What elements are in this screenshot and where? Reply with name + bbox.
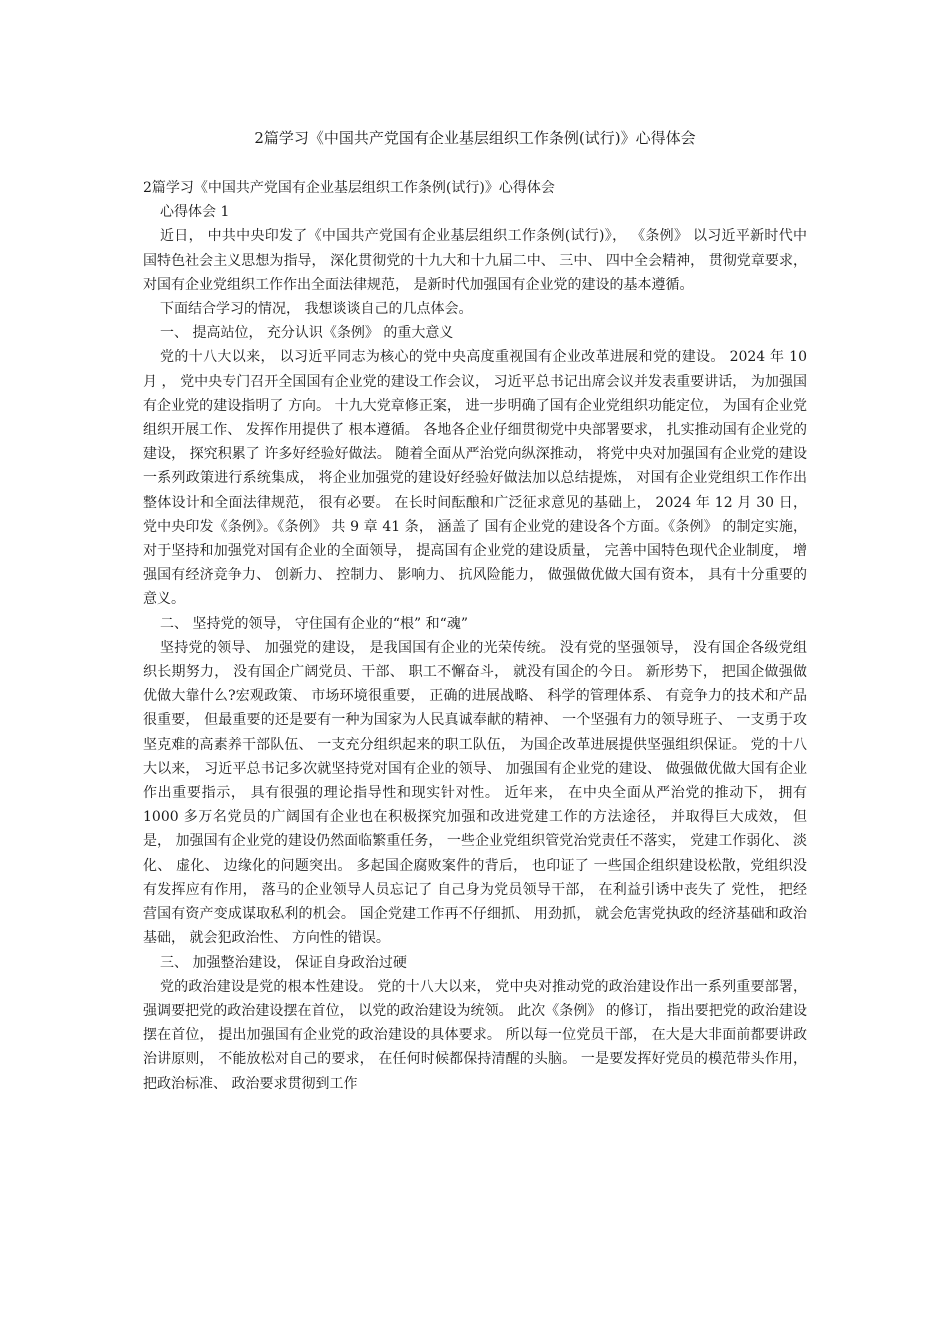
- section-label: 心得体会 1: [160, 204, 230, 221]
- section-heading: 一、 提高站位， 充分认识《条例》 的重大意义: [160, 325, 454, 342]
- document-body: [143, 176, 807, 1096]
- paragraph: 近日， 中共中央印发了《中国共产党国有企业基层组织工作条例(试行)》， 《条例》 以习近平新时代中国特色社会主义思想为指导， 深化贯彻党的十九大和十九届二中、 三中、 四中全会精神， 贯彻党章要求， 对国有企业党组织工作作出全面法律规范， 是新时代加强国有企业党的建设的基本遵循。: [143, 228, 807, 293]
- paragraph: 下面结合学习的情况， 我想谈谈自己的几点体会。: [160, 301, 473, 318]
- paragraph: 党的政治建设是党的根本性建设。 党的十八大以来， 党中央对推动党的政治建设作出一系列重要部署， 强调要把党的政治建设摆在首位， 以党的政治建设为统领。 此次《条例》 的修订， 指出要把党的政治建设摆在首位， 提出加强国有企业党的政治建设的具体要求。 所以每一位党员干部， 在大是大非面前都要讲政治讲原则， 不能放松对自己的要求， 在任何时候都保持清醒的头脑。 一是要发挥好党员的模范带头作用， 把政治标准、 政治要求贯彻到工作: [143, 978, 807, 1092]
- document-subtitle: 2篇学习《中国共产党国有企业基层组织工作条例(试行)》心得体会: [143, 180, 555, 196]
- section-heading: 二、 坚持党的领导， 守住国有企业的“根” 和“魂”: [160, 615, 468, 632]
- paragraph: 党的十八大以来， 以习近平同志为核心的党中央高度重视国有企业改革进展和党的建设。 2024 年 10 月 ， 党中央专门召开全国国有企业党的建设工作会议， 习近平总书记出席会议并发表重要讲话， 为加强国有企业党的建设指明了 方向。 十九大党章修正案， 进一步明确了国有企业党组织功能定位， 为国有企业党组织开展工作、 发挥作用提供了 根本遵循。 各地各企业仔细贯彻党中央部署要求， 扎实推动国有企业党的建设， 探究积累了 许多好经验好做法。 随着全面从严治党向纵深推动， 将党中央对加强国有企业党的建设一系列政策进行系统集成， 将企业加强党的建设好经验好做法加以总结提炼， 对国有企业党组织工作作出整体设计和全面法律规范， 很有必要。 在长时间酝酿和广泛征求意见的基础上， 2024 年 12 月 30 日， 党中央印发《条例》。《条例》 共 9 章 41 条， 涵盖了 国有企业党的建设各个方面。《条例》 的制定实施， 对于坚持和加强党对国有企业的全面领导， 提高国有企业党的建设质量， 完善中国特色现代企业制度， 增强国有经济竞争力、 创新力、 控制力、 影响力、 抗风险能力， 做强做优做大国有资本， 具有十分重要的意义。: [143, 349, 807, 608]
- page-title: 2篇学习《中国共产党国有企业基层组织工作条例(试行)》心得体会: [254, 129, 696, 147]
- paragraph: 坚持党的领导、 加强党的建设， 是我国国有企业的光荣传统。 没有党的坚强领导， 没有国企各级党组织长期努力， 没有国企广阔党员、干部、 职工不懈奋斗， 就没有国企的今日。 新形势下， 把国企做强做优做大靠什么?宏观政策、 市场环境很重要， 正确的进展战略、 科学的管理体系、 有竞争力的技术和产品很重要， 但最重要的还是要有一种为国家为人民真诚奉献的精神、 一个坚强有力的领导班子、 一支勇于攻坚克难的高素养干部队伍、 一支充分组织起来的职工队伍， 为国企改革进展提供坚强组织保证。 党的十八大以来， 习近平总书记多次就坚持党对国有企业的领导、 加强国有企业党的建设、 做强做优做大国有企业作出重要指示， 具有很强的理论指导性和现实针对性。 近年来， 在中央全面从严治党的推动下， 拥有 1000 多万名党员的广阔国有企业也在积极探究加强和改进党建工作的方法途径， 并取得巨大成效， 但是， 加强国有企业党的建设仍然面临繁重任务， 一些企业党组织管党治党责任不落实， 党建工作弱化、 淡化、 虚化、 边缘化的问题突出。 多起国企腐败案件的背后， 也印证了 一些国企组织建设松散，党组织没有发挥应有作用， 落马的企业领导人员忘记了 自己身为党员领导干部， 在利益引诱中丧失了 党性， 把经营国有资产变成谋取私利的机会。 国企党建工作再不仔细抓、 用劲抓， 就会危害党执政的经济基础和政治基础， 就会犯政治性、 方向性的错误。: [143, 639, 807, 947]
- section-heading: 三、 加强整治建设， 保证自身政治过硬: [160, 954, 407, 971]
